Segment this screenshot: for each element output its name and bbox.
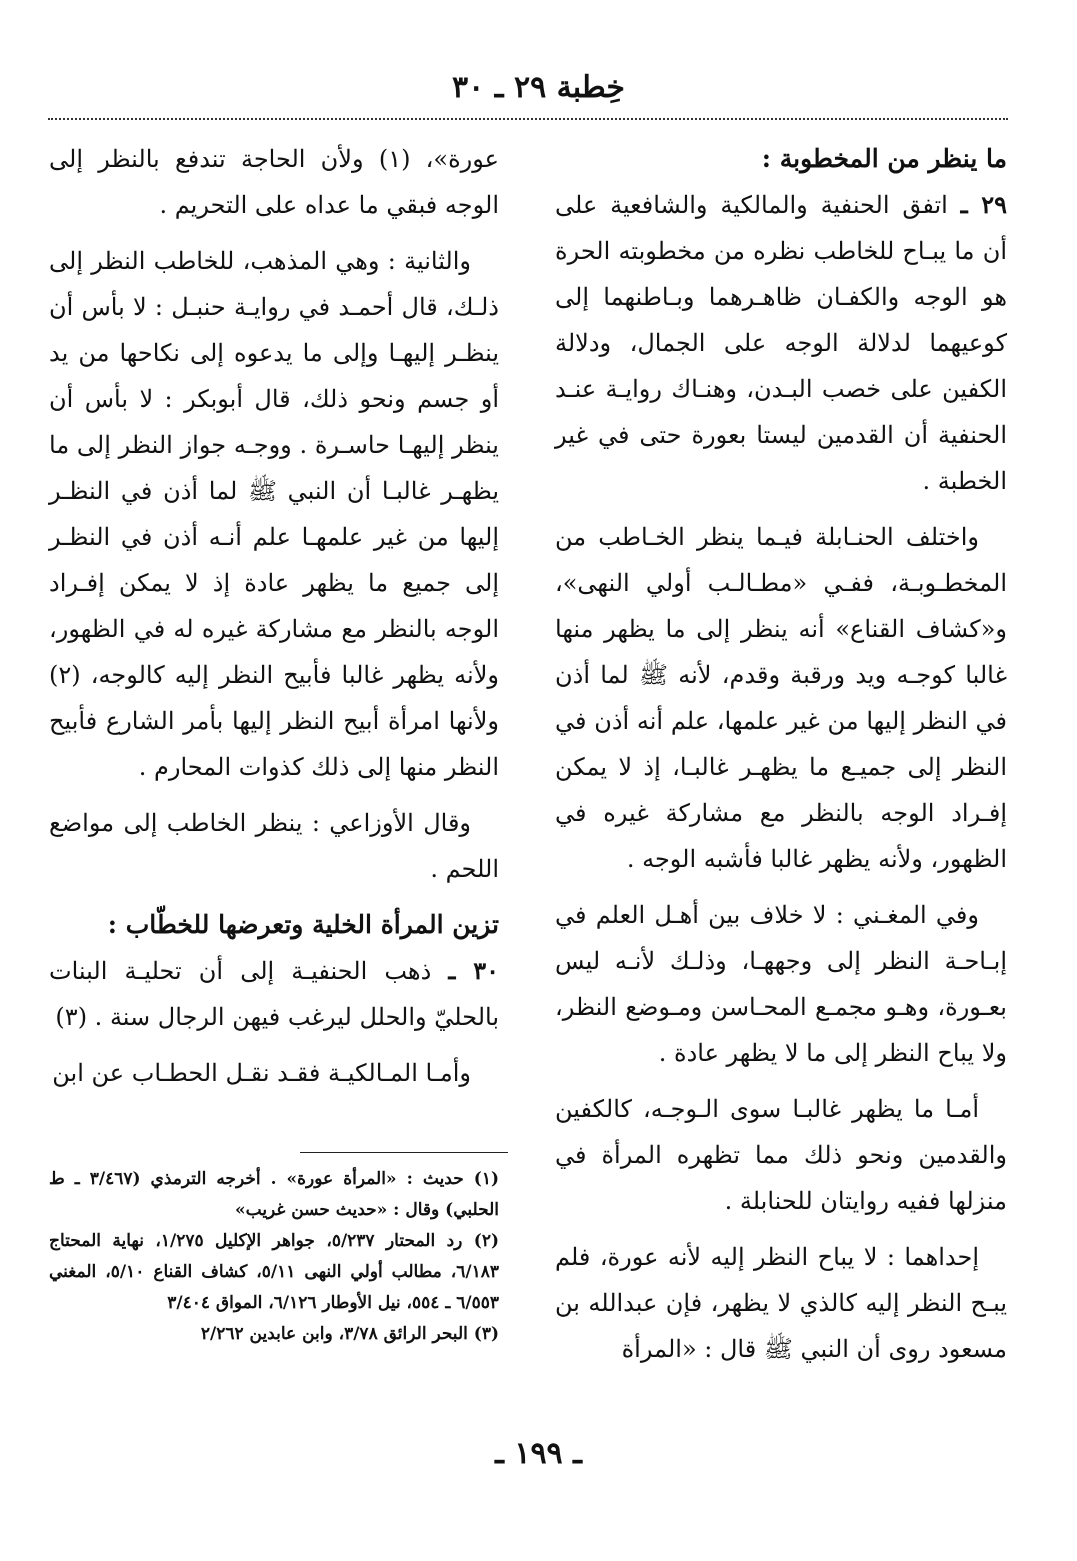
section-heading-adornment: تزين المرأة الخلية وتعرضها للخطّاب : [107,910,499,939]
paragraph-two-narrations: أمـا ما يظهر غالبـا سوى الـوجـه، كالكفين والقدمين ونحو ذلك مما تظهره المرأة في منزلها ففيه روايتان للحنابلة . [555,1095,1007,1215]
page-header-title: خِطبة ٢٩ ـ ٣٠ [452,70,625,105]
paragraph-second-narration: والثانية : وهي المذهب، للخاطب النظر إلى ذلـك، قال أحمـد في روايـة حنبـل : لا بأس أن ينظـر إليهـا وإلى ما يدعوه إلى نكاحها من يد أو جسم ونحو ذلك، قال أبوبكر : لا بأس أن ينظر إليهـا حاسـرة . ووجـه جواز النظر إلى ما يظهـر غالبـا أن النبي ﷺ لما أذن في النظـر إليها من غير علمهـا علم أنـه أذن في النظـر إلى جميع ما يظهر عادة إذ لا يمكن إفـراد الوجه بالنظر مع مشاركة غيره له في الظهور، ولأنه يظهر غالبا فأبيح النظر إليه كالوجه، (٢) ولأنها امرأة أبيح النظر إليها بأمر الشارع فأبيح النظر منها إلى ذلك كذوات المحارم . [49,247,499,781]
paragraph-first-narration: إحداهما : لا يباح النظر إليه لأنه عورة، فلم يبـح النظر إليه كالذي لا يظهر، فإن عبدالله بن مسعود روى أن النبي ﷺ قال : «المرأة [555,1243,1007,1363]
left-column [49,136,499,1106]
paragraph-hanbali: واختلف الحنـابلة فيـما ينظر الخـاطب من المخطـوبـة، ففـي «مطـالـب أولي النهى»، و«كشاف القناع» أنه ينظر إلى ما يظهر منها غالبا كوجـه ويد ورقبة وقدم، لأنه ﷺ لما أذن في النظر إليها من غير علمها، علم أنه أذن في النظر إلى جميـع ما يظهـر غالبـا، إذ لا يمكن إفـراد الوجه بالنظر مع مشاركة غيره في الظهور، ولأنه يظهر غالبا فأشبه الوجه . [555,523,1007,873]
footnotes [49,1164,499,1350]
paragraph-number-30: ٣٠ ـ [448,956,499,985]
footnote-2: (٢) رد المحتار ٥/٢٣٧، جواهر الإكليل ١/٢٧٥، نهاية المحتاج ٦/١٨٣، مطالب أولي النهى ٥/١١، كشاف القناع ٥/١٠، المغني ٦/٥٥٣ ـ ٥٥٤، نيل الأوطار ٦/١٢٦، المواق ٣/٤٠٤ [49,1231,499,1313]
footnote-divider [300,1152,508,1153]
page-number: ـ ١٩٩ ـ [495,1436,582,1471]
paragraph-29 [555,182,1007,504]
footnote-1: (١) حديث : «المرأة عورة» . أخرجه الترمذي (٣/٤٦٧ ـ ط الحلبي) وقال : «حديث حسن غريب» [49,1169,499,1220]
paragraph-number-29: ٢٩ ـ [960,190,1007,219]
paragraph-awzai: وقال الأوزاعي : ينظر الخاطب إلى مواضع اللحم . [49,809,499,883]
paragraph-30-text: ذهب الحنفيـة إلى أن تحليـة البنات بالحليّ والحلل ليرغب فيهن الرجال سنة . (٣) [49,957,499,1031]
paragraph-continuation: عورة»، (١) ولأن الحاجة تندفع بالنظر إلى الوجه فبقي ما عداه على التحريم . [49,145,499,219]
paragraph-30 [49,948,499,1040]
paragraph-maliki: وأمـا المـالكيـة فقـد نقـل الحطـاب عن ابن [52,1059,471,1087]
paragraph-29-text: اتفق الحنفية والمالكية والشافعية على أن ما يبـاح للخاطب نظره من مخطوبته الحرة هو الوجه والكفـان ظاهـرهما وبـاطنهما إلى كوعيهما لدلالة الوجه على الجمال، ودلالة الكفين على خصب البـدن، وهنـاك روايـة عنـد الحنفية أن القدمين ليستا بعورة حتى في غير الخطبة . [555,191,1007,495]
header-divider [48,118,1008,120]
paragraph-mughni: وفي المغـني : لا خلاف بين أهـل العلم في إبـاحـة النظر إلى وجههـا، وذلـك لأنـه ليس بعـورة، وهـو مجمـع المحـاسن ومـوضع النظر، ولا يباح النظر إلى ما لا يظهر عادة . [555,901,1007,1067]
section-heading-viewing: ما ينظر من المخطوبة : [761,144,1007,173]
footnote-3: (٣) البحر الرائق ٣/٧٨، وابن عابدين ٢/٢٦٢ [200,1324,499,1344]
right-column [555,136,1007,1382]
